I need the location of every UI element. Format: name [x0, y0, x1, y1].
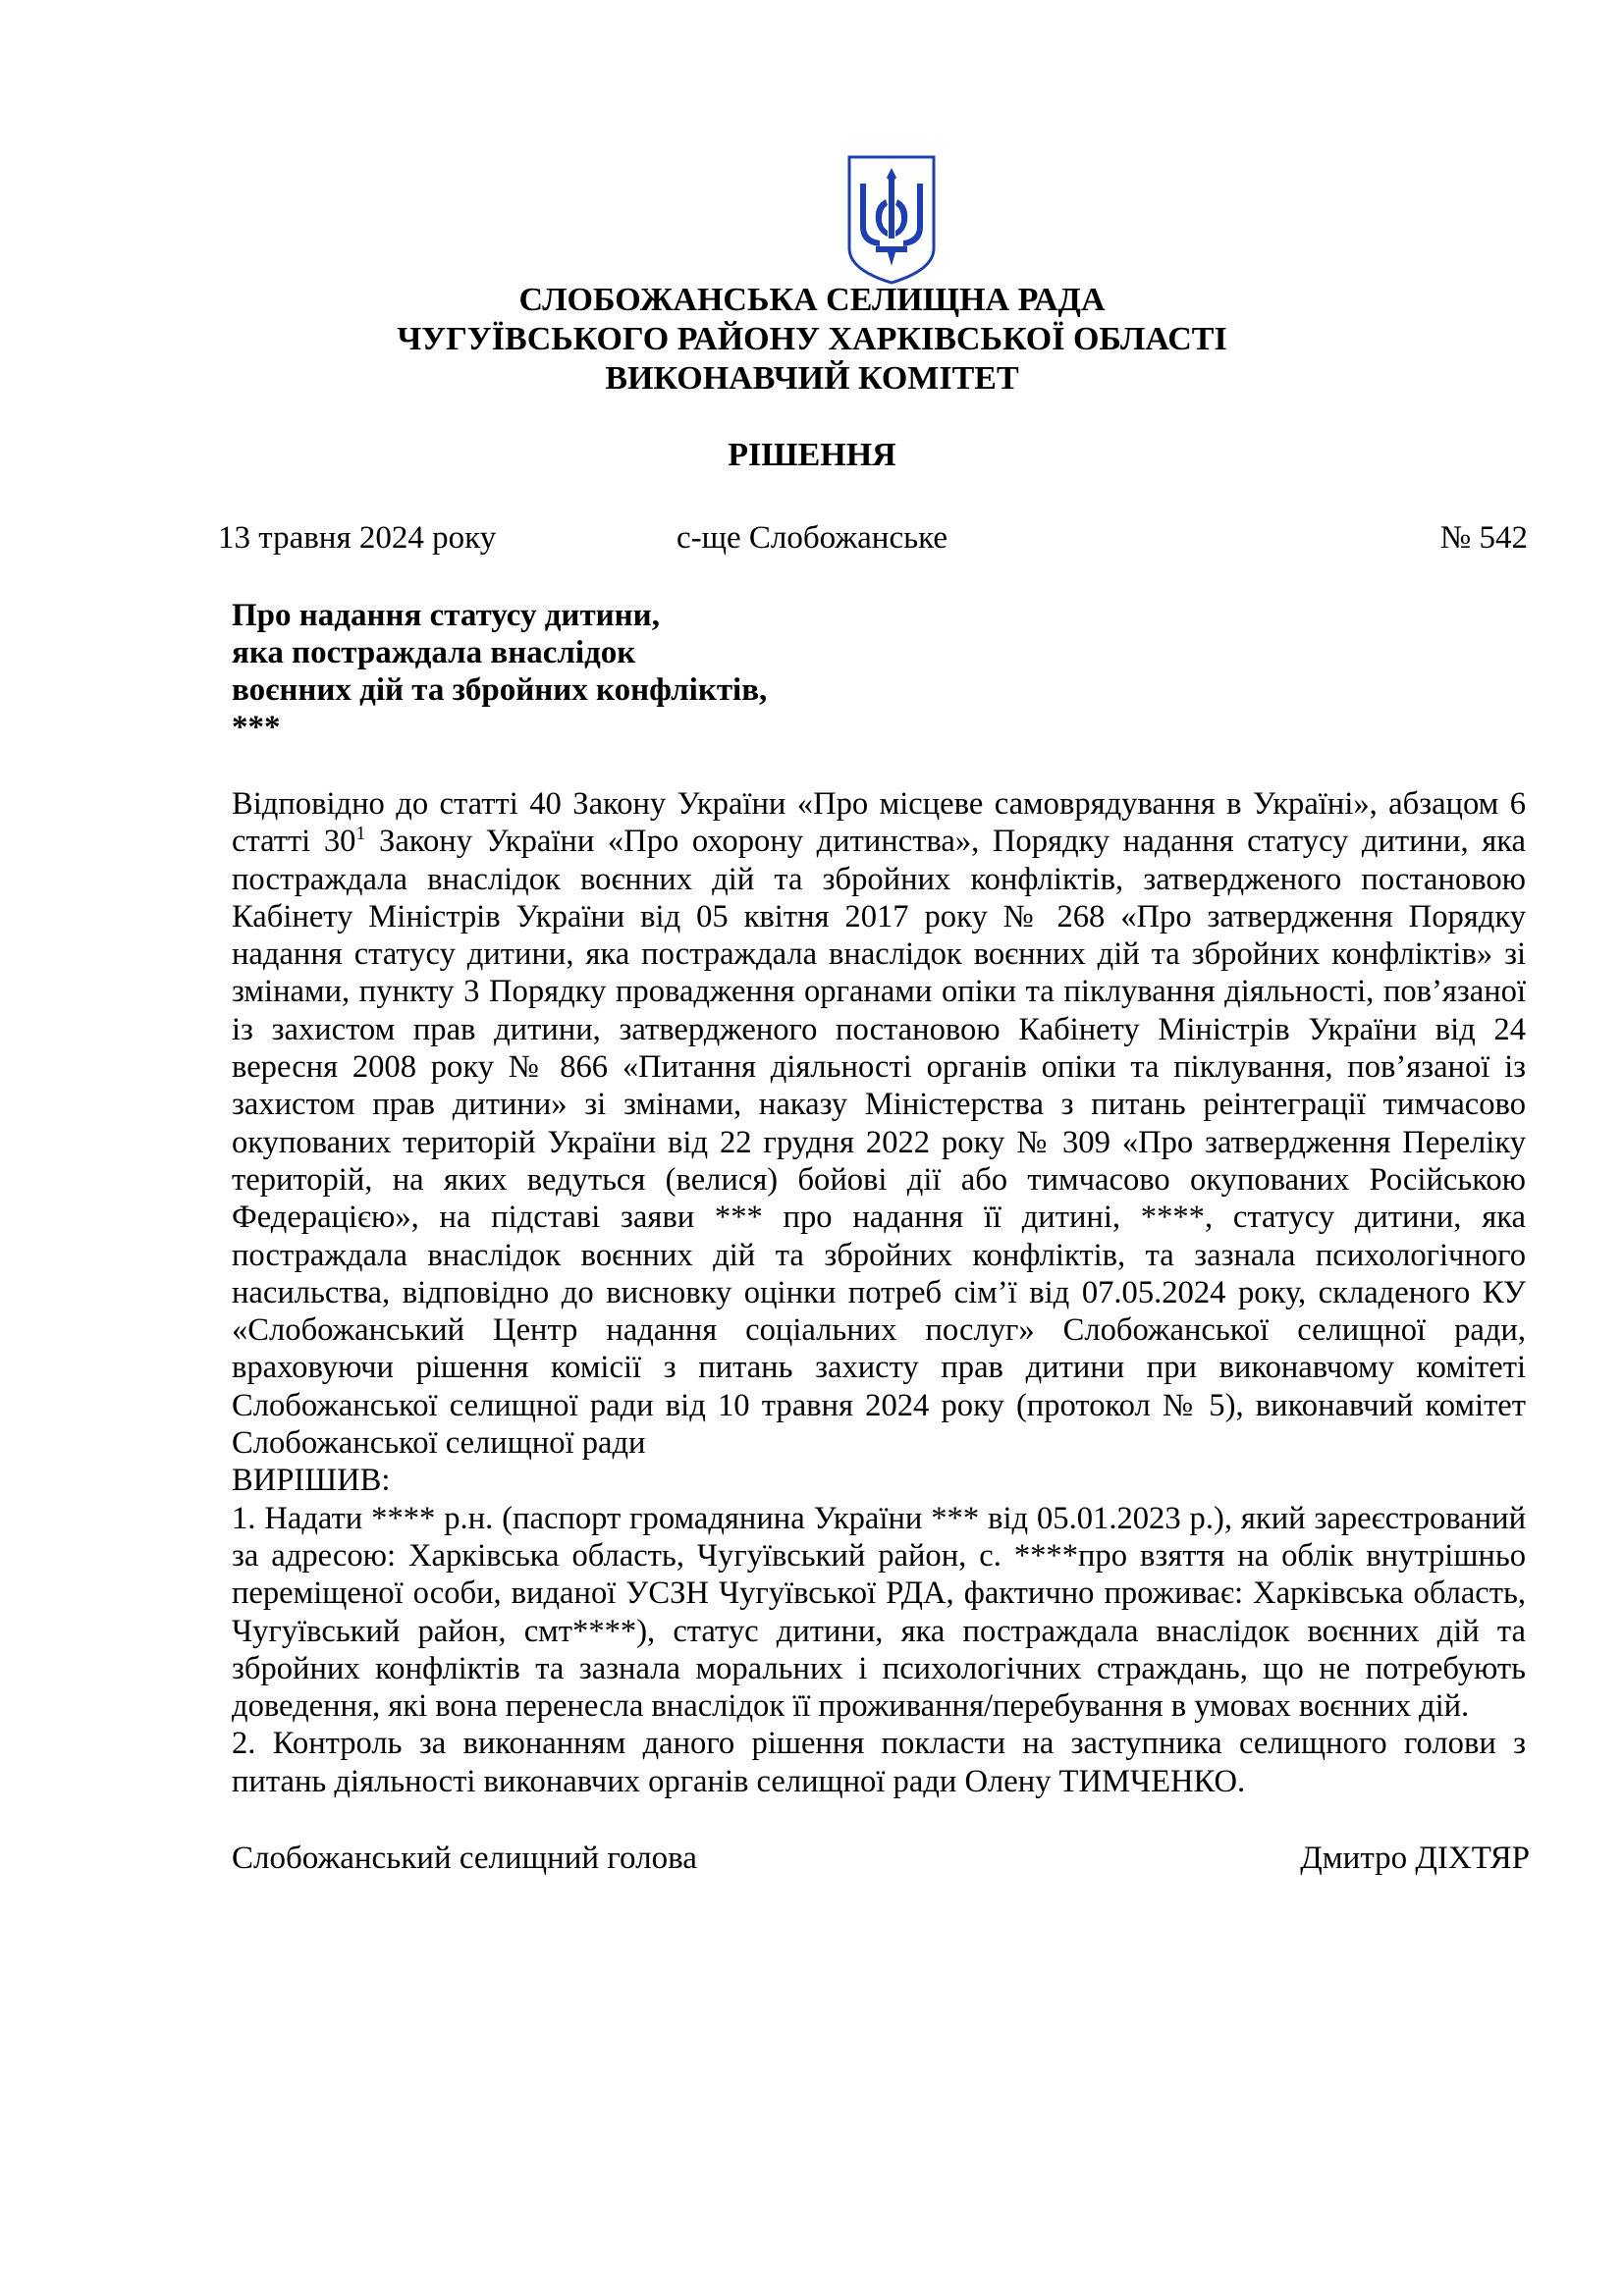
header-line-committee: ВИКОНАВЧИЙ КОМІТЕТ: [605, 360, 1019, 397]
header-line-district: ЧУГУЇВСЬКОГО РАЙОНУ ХАРКІВСЬКОЇ ОБЛАСТІ: [397, 321, 1227, 357]
decision-subject: [232, 597, 767, 746]
decision-place: с-ще Слобожанське: [676, 520, 948, 556]
article-superscript: 1: [355, 823, 366, 845]
subject-line: Про надання статусу дитини,: [232, 598, 660, 633]
document-type-title: РІШЕННЯ: [728, 437, 896, 473]
signatory-name: Дмитро ДІХТЯР: [1300, 1841, 1530, 1876]
ukraine-trident-icon: [846, 154, 937, 286]
preamble-paragraph: [232, 785, 1526, 1462]
header-line-council: СЛОБОЖАНСЬКА СЕЛИЩНА РАДА: [518, 282, 1106, 318]
resolution-item-2: 2. Контроль за виконанням даного рішення покласти на заступника селищного голови з питань діяльності виконавчих органів селищної ради Олену ТИМЧЕНКО.: [232, 1726, 1526, 1799]
signatory-position: Слобожанський селищний голова: [232, 1841, 697, 1876]
decision-body: [232, 785, 1526, 1800]
decision-date: 13 травня 2024 року: [218, 520, 497, 556]
subject-line: ***: [232, 710, 281, 745]
decision-number: № 542: [1439, 520, 1528, 556]
resolution-item-1: 1. Надати **** р.н. (паспорт громадянина України *** від 05.01.2023 р.), який зареєстрований за адресою: Харківська область, Чугуївський район, с. ****про взяття на облік внутрішньо переміщеної особи, виданої УСЗН Чугуївської РДА, фактично проживає: Харківська область, Чугуївський район, смт****), статус дитини, яка постраждала внаслідок воєнних дій та збройних конфліктів та зазнала моральних і психологічних страждань, що не потребують доведення, які вона перенесла внаслідок її проживання/перебування в умовах воєнних дій.: [232, 1500, 1526, 1725]
resolve-label: ВИРІШИВ:: [232, 1463, 391, 1499]
preamble-text-end: Закону України «Про охорону дитинства», Порядку надання статусу дитини, яка постраждала внаслідок воєнних дій та збройних конфліктів, затвердженого постановою Кабінету Міністрів України від 05 квітня 2017 року № 268 «Про затвердження Порядку надання статусу дитини, яка постраждала внаслідок воєнних дій та збройних конфліктів» зі змінами, пункту 3 Порядку провадження органами опіки та піклування діяльності, пов’язаної із захистом прав дитини, затвердженого постановою Кабінету Міністрів України від 24 вересня 2008 року № 866 «Питання діяльності органів опіки та піклування, пов’язаної із захистом прав дитини» зі змінами, наказу Міністерства з питань реінтеграції тимчасово окупованих територій України від 22 грудня 2022 року № 309 «Про затвердження Переліку територій, на яких ведуться (велися) бойові дії або тимчасово окупованих Російською Федерацією», на підставі заяви *** про надання її дитині, ****, статусу дитини, яка постраждала внаслідок воєнних дій та збройних конфліктів, та зазнала психологічного насильства, відповідно до висновку оцінки потреб сім’ї від 07.05.2024 року, складеного КУ «Слобожанський Центр надання соціальних послуг» Слобожанської селищної ради, враховуючи рішення комісії з питань захисту прав дитини при виконавчому комітеті Слобожанської селищної ради від 10 травня 2024 року (протокол № 5), виконавчий комітет Слобожанської селищної ради: [232, 824, 1526, 1462]
preamble-text-start: Відповідно до статті 40 Закону України «Про місцеве самоврядування в Україні», абзацом 6 статті 30: [232, 786, 1526, 860]
subject-line: яка постраждала внаслідок: [232, 635, 636, 670]
institution-header: [0, 281, 1624, 399]
subject-line: воєнних дій та збройних конфліктів,: [232, 672, 768, 708]
